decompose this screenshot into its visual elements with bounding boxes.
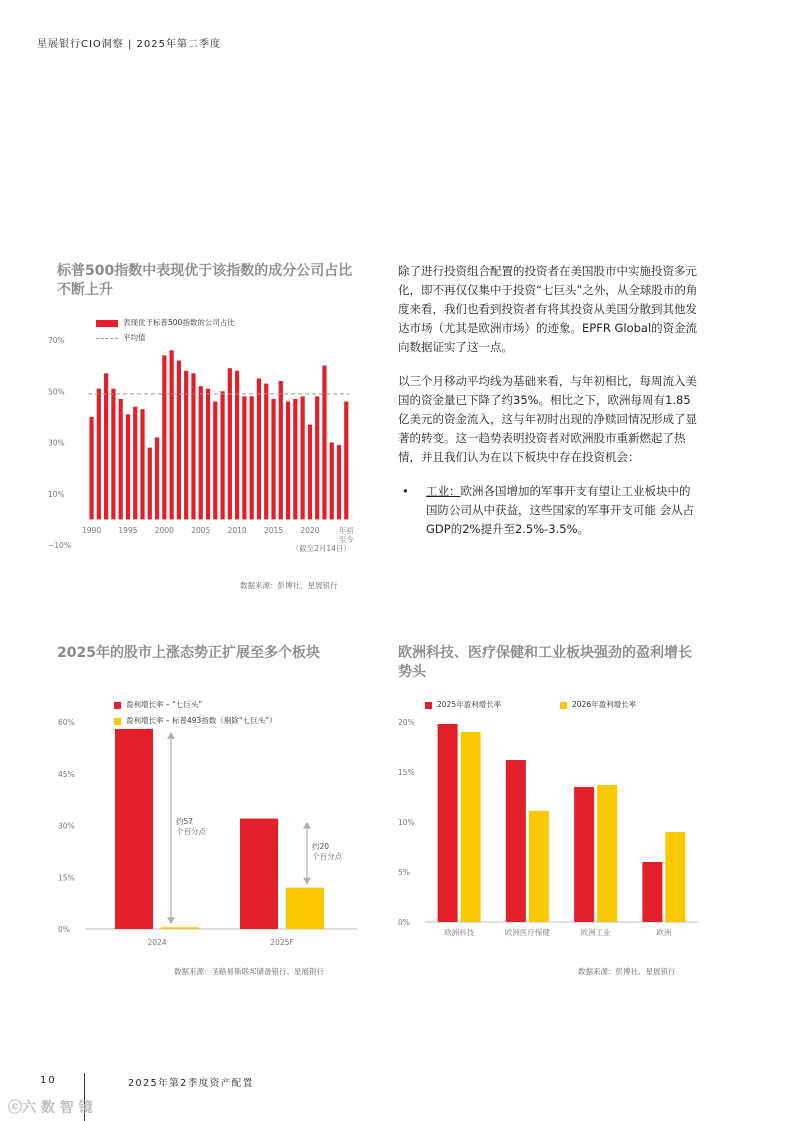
bar xyxy=(140,409,144,519)
footer-title: 2025年第2季度资产配置 xyxy=(128,1078,254,1089)
watermark-logo: ⓒ六 数 智 镜 xyxy=(8,1100,93,1116)
chart2-legend-item-1: 盈利增长率 – “七巨头” xyxy=(114,699,277,710)
bar xyxy=(97,389,101,520)
bar xyxy=(301,396,305,519)
x-tick-label-part: 至今 xyxy=(338,535,354,544)
bar xyxy=(184,371,188,520)
bar-2025 xyxy=(438,724,458,922)
bar xyxy=(330,443,334,520)
sp500-outperformers-chart xyxy=(40,330,365,565)
bar xyxy=(89,417,93,520)
chart3-legend-item-1: 2025年盈利增长率 xyxy=(425,700,501,709)
bar xyxy=(293,399,297,519)
y-tick-label: 60% xyxy=(58,718,75,727)
arrow-down-icon xyxy=(167,917,175,924)
bar xyxy=(119,399,123,519)
bar xyxy=(286,402,290,520)
bar-2026 xyxy=(461,732,481,922)
x-tick-label: 2024 xyxy=(147,938,167,947)
y-tick-label: 20% xyxy=(398,718,415,727)
bar-2026 xyxy=(529,811,549,922)
y-tick-label: 15% xyxy=(398,768,415,777)
bar xyxy=(257,378,261,519)
bar xyxy=(220,391,224,519)
x-tick-label: 2000 xyxy=(154,526,174,535)
earnings-growth-us-chart xyxy=(40,712,365,952)
bar xyxy=(155,437,159,519)
bar xyxy=(344,402,348,520)
bar xyxy=(315,396,319,519)
gap-annotation xyxy=(312,841,342,861)
bar xyxy=(271,399,275,519)
section1-title: 标普500指数中表现优于该指数的成分公司占比不断上升 xyxy=(57,263,353,298)
bar xyxy=(199,386,203,519)
bar xyxy=(264,384,268,520)
y-tick-label: −10% xyxy=(48,541,71,550)
bar xyxy=(235,371,239,520)
bar-2025 xyxy=(642,862,662,922)
y-tick-label: 0% xyxy=(58,925,70,934)
gap-annotation-line: 个百分点 xyxy=(176,827,206,837)
bar xyxy=(213,402,217,520)
x-tick-label: 欧洲 xyxy=(656,928,672,937)
bullet-label: 工业： xyxy=(426,484,461,498)
x-tick-label-part: （截至2月14日） xyxy=(291,544,351,553)
y-tick-label: 10% xyxy=(48,489,65,499)
y-tick-label: 70% xyxy=(48,336,65,345)
gap-annotation xyxy=(176,816,206,836)
bar xyxy=(111,389,115,520)
bar xyxy=(148,448,152,520)
x-tick-label: 1995 xyxy=(118,526,138,535)
bar xyxy=(228,368,232,519)
bar-magnificent7 xyxy=(240,819,278,929)
arrow-down-icon xyxy=(303,878,311,885)
yellow-swatch xyxy=(560,702,567,709)
y-tick-label: 50% xyxy=(48,387,65,397)
x-tick-label: 2015 xyxy=(263,526,284,535)
bar xyxy=(177,361,181,520)
bar-2026 xyxy=(597,785,617,922)
section3-title: 欧洲科技、医疗保健和工业板块强劲的盈利增长势头 xyxy=(398,645,692,680)
chart3-legend xyxy=(425,699,695,710)
x-tick-label: 欧洲工业 xyxy=(580,928,611,937)
arrow-up-icon xyxy=(303,822,311,829)
y-tick-label: 5% xyxy=(398,868,410,877)
bar xyxy=(133,407,137,520)
section2-title: 2025年的股市上涨态势正扩展至多个板块 xyxy=(57,645,320,661)
chart1-legend-avg: 平均值 xyxy=(96,332,235,343)
bar xyxy=(162,355,166,519)
x-tick-label: 2010 xyxy=(227,526,247,535)
chart2-legend-item-2: 盈利增长率 – 标普493指数（剔除“七巨头”） xyxy=(114,715,277,726)
red-swatch xyxy=(425,702,432,709)
bar-2026 xyxy=(665,832,685,922)
gap-annotation-line: 约57 xyxy=(176,817,194,827)
y-tick-label: 30% xyxy=(58,821,75,831)
bar xyxy=(322,366,326,520)
gap-annotation-line: 个百分点 xyxy=(312,852,342,862)
x-tick-label: 2005 xyxy=(191,526,211,535)
arrow-up-icon xyxy=(167,732,175,739)
section1-source: 数据来源：彭博社、星展银行 xyxy=(240,581,338,590)
bar-2025 xyxy=(506,760,526,922)
bar-magnificent7 xyxy=(115,729,153,929)
article-paragraph-2: 以三个月移动平均线为基础来看，与年初相比，每周流入美国的资金量已下降了约35%。相比之下，欧洲每周有1.85亿美元的资金流入，这与年初时出现的净赎回情况形成了显著的转变。这一趋势表明投资者对欧洲股市重新燃起了热情，并且我们认为在以下板块中存在投资机会： xyxy=(398,374,697,464)
gap-annotation-line: 约20 xyxy=(312,842,330,852)
bar xyxy=(104,373,108,519)
bar xyxy=(337,445,341,519)
x-tick-label: 2020 xyxy=(300,526,320,535)
x-tick-label: 欧洲科技 xyxy=(444,928,475,937)
bar-sp493 xyxy=(286,888,324,929)
chart3-legend-item-2: 2026年盈利增长率 xyxy=(560,699,636,710)
y-tick-label: 45% xyxy=(58,769,75,779)
section3-source: 数据来源：彭博社、星展银行 xyxy=(578,967,676,976)
bar xyxy=(242,396,246,519)
bullet-text: 欧洲各国增加的军事开支有望让工业板块中的国防公司从中获益，这些国家的军事开支可能 会从占GDP的2%提升至2.5%-3.5%。 xyxy=(426,484,695,536)
x-tick-label-part: 年初 xyxy=(338,526,354,535)
y-tick-label: 15% xyxy=(58,873,75,883)
bullet-list xyxy=(398,482,698,539)
page-number: 10 xyxy=(40,1075,57,1086)
bar xyxy=(279,381,283,519)
bar-2025 xyxy=(574,787,594,922)
x-tick-label: 欧洲医疗保健 xyxy=(504,928,550,937)
x-tick-label: 2025F xyxy=(270,938,294,947)
article-paragraph-1: 除了进行投资组合配置的投资者在美国股市中实施投资多元化，即不再仅仅集中于投资“七巨头”之外，从全球股市的角度来看，我们也看到投资者有将其投资从美国分散到其他发达市场（尤其是欧洲市场）的迹象。EPFR Global的资金流向数据证实了这一点。 xyxy=(398,264,698,354)
article-body xyxy=(398,262,698,539)
bar xyxy=(191,373,195,519)
y-tick-label: 30% xyxy=(48,438,65,448)
red-swatch xyxy=(96,320,118,327)
bar-sp493 xyxy=(161,927,199,929)
bullet-item-industrials xyxy=(398,482,698,539)
earnings-growth-europe-chart xyxy=(380,712,700,952)
y-tick-label: 10% xyxy=(398,818,415,827)
bar xyxy=(250,396,254,519)
page-header: 星展银行CIO洞察 | 2025年第二季度 xyxy=(37,39,221,50)
chart1-legend-bar: 表现优于标普500指数的公司占比 xyxy=(96,317,235,328)
red-swatch xyxy=(114,702,121,709)
bar xyxy=(206,389,210,520)
bar xyxy=(170,350,174,519)
bar xyxy=(126,414,130,519)
bar xyxy=(308,425,312,520)
section2-source: 数据来源：圣路易斯联邦储备银行、星展银行 xyxy=(174,967,324,976)
x-tick-label: 1990 xyxy=(82,526,102,535)
y-tick-label: 0% xyxy=(398,918,410,927)
